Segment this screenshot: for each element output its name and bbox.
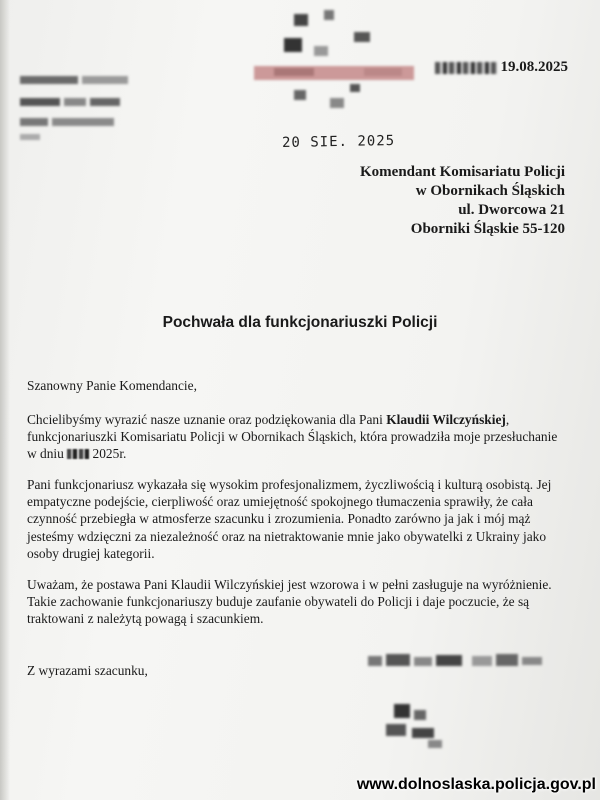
para2-text: Pani funkcjonariusz wykazała się wysokim profesjonalizmem, życzliwością i kulturą osobistą. Jej empatyczne podejście, cierpliwość oraz umiejętność spokojnego tłumaczenia sprawiły, że cała czynność przebiegła w atmosferze szacunku i zrozumienia. Ponadto zarówno ja jak i mój mąż jesteśmy wdzięczni za niezależność oraz na nietraktowanie mnie jako obywatelki z Ukrainy jako osoby drugiej kategorii.: [27, 477, 552, 561]
redacted-date: [67, 449, 89, 459]
closing: Z wyrazami szacunku,: [27, 663, 148, 678]
redacted-seal: [254, 6, 420, 116]
paragraph-3: [27, 576, 563, 628]
redacted-sender-address: [20, 74, 132, 140]
para1-text: 2025r.: [89, 446, 127, 462]
recipient-line: Oborniki Śląskie 55-120: [410, 221, 565, 237]
date-value: 19.08.2025: [500, 59, 568, 75]
recipient-line: Komendant Komisariatu Policji: [360, 164, 565, 180]
para1-text: Chcielibyśmy wyrazić nasze uznanie oraz podziękowania dla Pani: [27, 412, 387, 427]
recipient-address: [360, 163, 565, 239]
letter-date: [435, 59, 569, 76]
para3-text: Uważam, że postawa Pani Klaudii Wilczyńskiej jest wzorowa i w pełni zasługuje na wyróżnienie. Takie zachowanie funkcjonariuszy buduje zaufanie obywateli do Policji i daje poczucie, że są traktowani z należytą powagą i szacunkiem.: [27, 577, 552, 627]
redacted-signer-name: [368, 652, 546, 670]
redacted-place: [435, 62, 497, 74]
para1-text: , funkcjonariuszki Komisariatu Policji w Obornikach Śląskich, która prowadziła moje przesłuchanie w dniu: [27, 412, 558, 462]
received-stamp: 20 SIE. 2025: [281, 133, 396, 151]
page-shadow: [0, 0, 10, 800]
source-watermark: www.dolnoslaska.policja.gov.pl: [356, 776, 596, 793]
recipient-line: ul. Dworcowa 21: [458, 202, 565, 218]
letter-title: Pochwała dla funkcjonariuszki Policji: [162, 314, 438, 331]
redacted-signature: [380, 700, 450, 752]
paragraph-2: [27, 476, 563, 562]
paragraph-1: [27, 411, 563, 463]
recipient-line: w Obornikach Śląskich: [415, 183, 565, 199]
officer-name: Klaudii Wilczyńskiej: [386, 412, 506, 427]
greeting: Szanowny Panie Komendancie,: [27, 378, 197, 393]
